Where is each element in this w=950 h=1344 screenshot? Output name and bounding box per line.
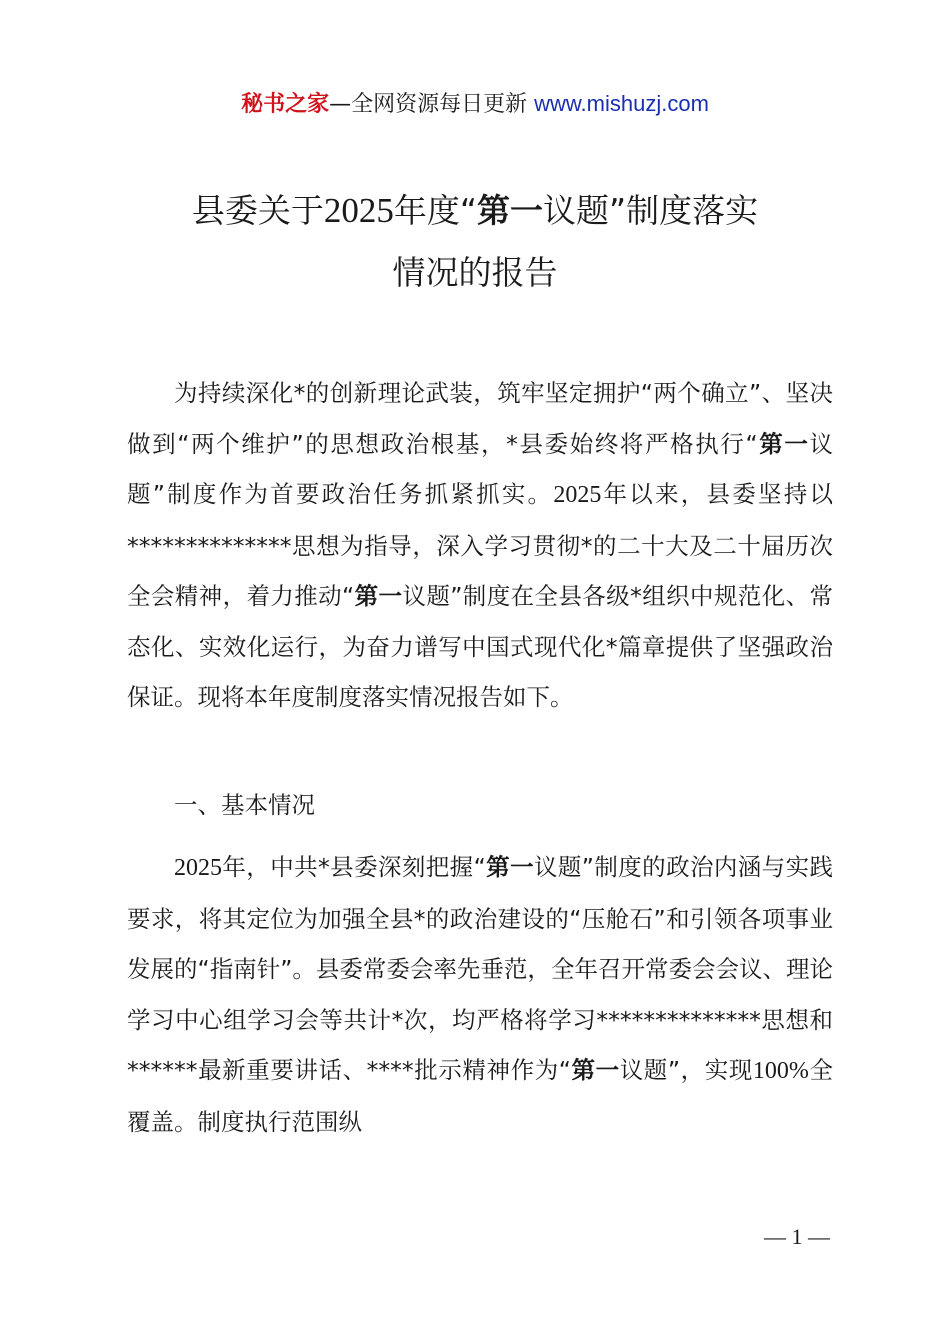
text-run: 议题”制度的政治内涵与实践要求，将其定位为加强全县*的政治建设的“压舱石”和引领各项事业发展的“指南针”。县委常委会率先垂范，全年召开常委会会议、理论学习中心组学习会等共计*次，均严格将学习**************思想和******最新重要讲话、****批示精神作为“ [127, 853, 833, 1084]
section-heading-block [127, 780, 833, 831]
section1-body [127, 842, 833, 1147]
bold-run: 第一 [570, 1056, 620, 1084]
text-run: 议题”，实现 [619, 1056, 753, 1084]
document-title [0, 180, 950, 304]
text-run: 年，中共*县委深刻把握“ [222, 853, 486, 881]
title-year: 2025 [323, 191, 394, 230]
page-number: — 1 — [764, 1224, 830, 1249]
text-run: 议题”制度在全县各级*组织中规范化、常态化、实效化运行，为奋力谱写中国式现代化*篇章提供了坚强政治保证。现将本年度制度落实情况报告如下。 [127, 582, 833, 711]
title-line-2: 情况的报告 [392, 253, 558, 292]
title-line-1 [0, 180, 950, 242]
text-run: 年以来，县委坚持以**************思想为指导，深入学习贯彻*的二十大及二十届历次全会精神，着力推动“ [127, 480, 833, 610]
year-run: 2025 [553, 482, 602, 508]
text-run: 全覆盖。制度执行范围纵 [127, 1056, 833, 1136]
section-heading: 一、基本情况 [174, 791, 315, 819]
site-url-link[interactable]: www.mishuzj.com [534, 91, 709, 116]
text-run: 为持续深化*的创新理论武装，筑牢坚定拥护“两个确立”、坚决做到“两个维护”的思想政治根基，*县委始终将严格执行“ [127, 379, 833, 458]
site-header [0, 86, 950, 123]
year-run: 2025 [174, 855, 222, 881]
text-run: 议题”制度作为首要政治任务抓紧抓实。 [127, 429, 834, 508]
percent-run: 100% [752, 1058, 809, 1084]
title-bold: 第一 [477, 191, 543, 230]
site-tagline: —全网资源每日更新 [329, 92, 528, 117]
title-part: 县委关于 [191, 191, 324, 230]
section1-paragraph [127, 842, 833, 1147]
title-part: 议题”制度落实 [543, 191, 759, 230]
bold-run: 第一 [354, 582, 403, 610]
bold-run: 第一 [757, 429, 810, 458]
intro-paragraph [127, 368, 833, 723]
bold-run: 第一 [485, 853, 534, 881]
site-brand: 秘书之家 [241, 92, 330, 117]
intro-section [127, 368, 833, 723]
title-part: 年度“ [393, 191, 477, 230]
